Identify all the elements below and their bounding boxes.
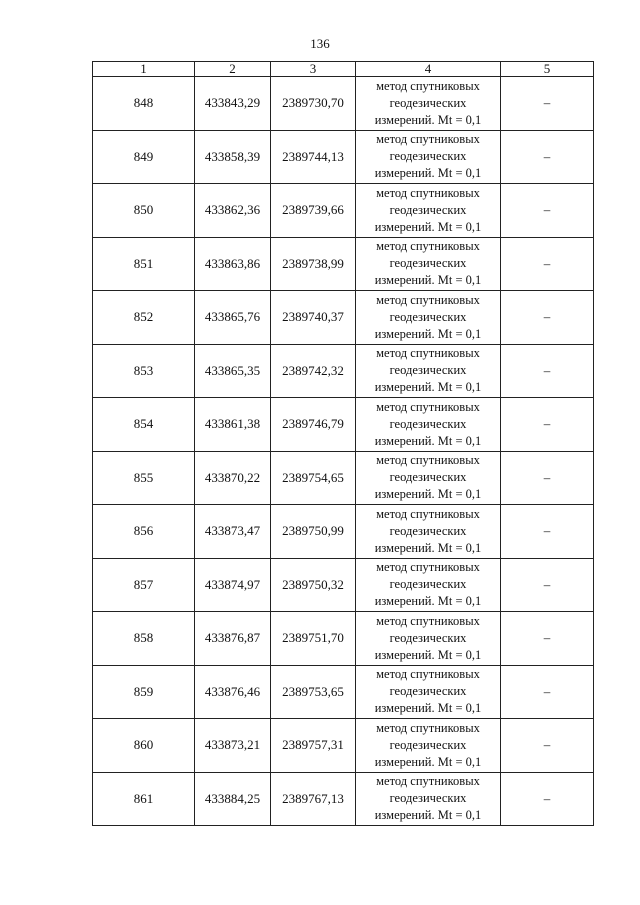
column-header-5: 5 (501, 62, 594, 77)
table-row (93, 558, 594, 612)
method-line-3: измерений. Mt = 0,1 (374, 380, 482, 395)
note-cell: – (501, 665, 594, 719)
method-line-1: метод спутниковых (376, 560, 480, 575)
page-number: 136 (310, 36, 330, 51)
method-description (356, 451, 501, 505)
coordinate-x: 433863,86 (195, 237, 271, 291)
method-line-1: метод спутниковых (376, 613, 480, 628)
method-description (356, 130, 501, 184)
coordinates-table (92, 61, 594, 826)
note-cell: – (501, 184, 594, 238)
method-line-1: метод спутниковых (376, 292, 480, 307)
column-header-2: 2 (195, 62, 271, 77)
coordinate-x: 433876,46 (195, 665, 271, 719)
method-line-3: измерений. Mt = 0,1 (374, 112, 482, 127)
point-number: 860 (93, 719, 195, 773)
coordinate-x: 433843,29 (195, 77, 271, 131)
note-cell: – (501, 772, 594, 826)
note-cell: – (501, 291, 594, 345)
table-row (93, 612, 594, 666)
method-line-3: измерений. Mt = 0,1 (374, 540, 482, 555)
method-line-1: метод спутниковых (376, 720, 480, 735)
point-number: 857 (93, 558, 195, 612)
note-cell: – (501, 558, 594, 612)
note-cell: – (501, 344, 594, 398)
table-body (93, 77, 594, 826)
point-number: 848 (93, 77, 195, 131)
method-line-2: геодезических (389, 684, 467, 699)
note-cell: – (501, 130, 594, 184)
coordinate-x: 433870,22 (195, 451, 271, 505)
method-description (356, 772, 501, 826)
column-header-3: 3 (271, 62, 356, 77)
method-line-3: измерений. Mt = 0,1 (374, 701, 482, 716)
point-number: 851 (93, 237, 195, 291)
table-row (93, 237, 594, 291)
coordinate-y: 2389744,13 (271, 130, 356, 184)
method-description (356, 184, 501, 238)
point-number: 853 (93, 344, 195, 398)
coordinate-y: 2389757,31 (271, 719, 356, 773)
coordinate-x: 433865,35 (195, 344, 271, 398)
coordinate-y: 2389751,70 (271, 612, 356, 666)
coordinate-y: 2389750,99 (271, 505, 356, 559)
method-description (356, 558, 501, 612)
method-line-1: метод спутниковых (376, 774, 480, 789)
table-row (93, 344, 594, 398)
table-row (93, 291, 594, 345)
table-row (93, 505, 594, 559)
method-line-2: геодезических (389, 416, 467, 431)
method-line-1: метод спутниковых (376, 185, 480, 200)
coordinate-y: 2389767,13 (271, 772, 356, 826)
coordinate-y: 2389730,70 (271, 77, 356, 131)
method-line-1: метод спутниковых (376, 132, 480, 147)
table-row (93, 398, 594, 452)
coordinate-x: 433861,38 (195, 398, 271, 452)
method-line-2: геодезических (389, 256, 467, 271)
method-description (356, 719, 501, 773)
method-line-2: геодезических (389, 95, 467, 110)
method-line-2: геодезических (389, 202, 467, 217)
method-line-2: геодезических (389, 630, 467, 645)
note-cell: – (501, 505, 594, 559)
point-number: 859 (93, 665, 195, 719)
method-line-3: измерений. Mt = 0,1 (374, 594, 482, 609)
method-description (356, 344, 501, 398)
method-line-3: измерений. Mt = 0,1 (374, 326, 482, 341)
method-description (356, 291, 501, 345)
coordinate-x: 433876,87 (195, 612, 271, 666)
method-line-2: геодезических (389, 470, 467, 485)
point-number: 861 (93, 772, 195, 826)
coordinate-x: 433862,36 (195, 184, 271, 238)
coordinate-y: 2389753,65 (271, 665, 356, 719)
table-row (93, 719, 594, 773)
coordinate-y: 2389746,79 (271, 398, 356, 452)
table-row (93, 665, 594, 719)
coordinate-y: 2389738,99 (271, 237, 356, 291)
method-line-3: измерений. Mt = 0,1 (374, 487, 482, 502)
note-cell: – (501, 398, 594, 452)
note-cell: – (501, 451, 594, 505)
method-line-1: метод спутниковых (376, 239, 480, 254)
method-line-1: метод спутниковых (376, 506, 480, 521)
method-line-2: геодезических (389, 791, 467, 806)
table-row (93, 184, 594, 238)
method-line-2: геодезических (389, 363, 467, 378)
method-line-2: геодезических (389, 309, 467, 324)
method-line-3: измерений. Mt = 0,1 (374, 754, 482, 769)
method-line-3: измерений. Mt = 0,1 (374, 433, 482, 448)
method-line-3: измерений. Mt = 0,1 (374, 273, 482, 288)
coordinate-x: 433873,47 (195, 505, 271, 559)
point-number: 849 (93, 130, 195, 184)
method-line-3: измерений. Mt = 0,1 (374, 166, 482, 181)
column-header-1: 1 (93, 62, 195, 77)
table-header-row (93, 62, 594, 77)
point-number: 856 (93, 505, 195, 559)
method-line-3: измерений. Mt = 0,1 (374, 808, 482, 823)
method-line-2: геодезических (389, 577, 467, 592)
method-line-1: метод спутниковых (376, 78, 480, 93)
coordinate-x: 433858,39 (195, 130, 271, 184)
coordinate-x: 433865,76 (195, 291, 271, 345)
method-description (356, 77, 501, 131)
coordinate-x: 433884,25 (195, 772, 271, 826)
coordinate-y: 2389750,32 (271, 558, 356, 612)
table-row (93, 451, 594, 505)
method-line-2: геодезических (389, 523, 467, 538)
point-number: 855 (93, 451, 195, 505)
method-description (356, 505, 501, 559)
note-cell: – (501, 612, 594, 666)
method-line-3: измерений. Mt = 0,1 (374, 219, 482, 234)
coordinate-y: 2389754,65 (271, 451, 356, 505)
note-cell: – (501, 237, 594, 291)
method-description (356, 398, 501, 452)
method-description (356, 665, 501, 719)
method-line-1: метод спутниковых (376, 346, 480, 361)
method-line-2: геодезических (389, 149, 467, 164)
point-number: 850 (93, 184, 195, 238)
note-cell: – (501, 77, 594, 131)
table-row (93, 130, 594, 184)
method-line-1: метод спутниковых (376, 667, 480, 682)
coordinate-y: 2389740,37 (271, 291, 356, 345)
point-number: 854 (93, 398, 195, 452)
coordinate-x: 433874,97 (195, 558, 271, 612)
method-line-1: метод спутниковых (376, 399, 480, 414)
method-line-2: геодезических (389, 737, 467, 752)
note-cell: – (501, 719, 594, 773)
method-line-1: метод спутниковых (376, 453, 480, 468)
table-row (93, 77, 594, 131)
column-header-4: 4 (356, 62, 501, 77)
method-line-3: измерений. Mt = 0,1 (374, 647, 482, 662)
coordinate-x: 433873,21 (195, 719, 271, 773)
method-description (356, 237, 501, 291)
point-number: 858 (93, 612, 195, 666)
point-number: 852 (93, 291, 195, 345)
method-description (356, 612, 501, 666)
coordinate-y: 2389739,66 (271, 184, 356, 238)
table-row (93, 772, 594, 826)
coordinate-y: 2389742,32 (271, 344, 356, 398)
